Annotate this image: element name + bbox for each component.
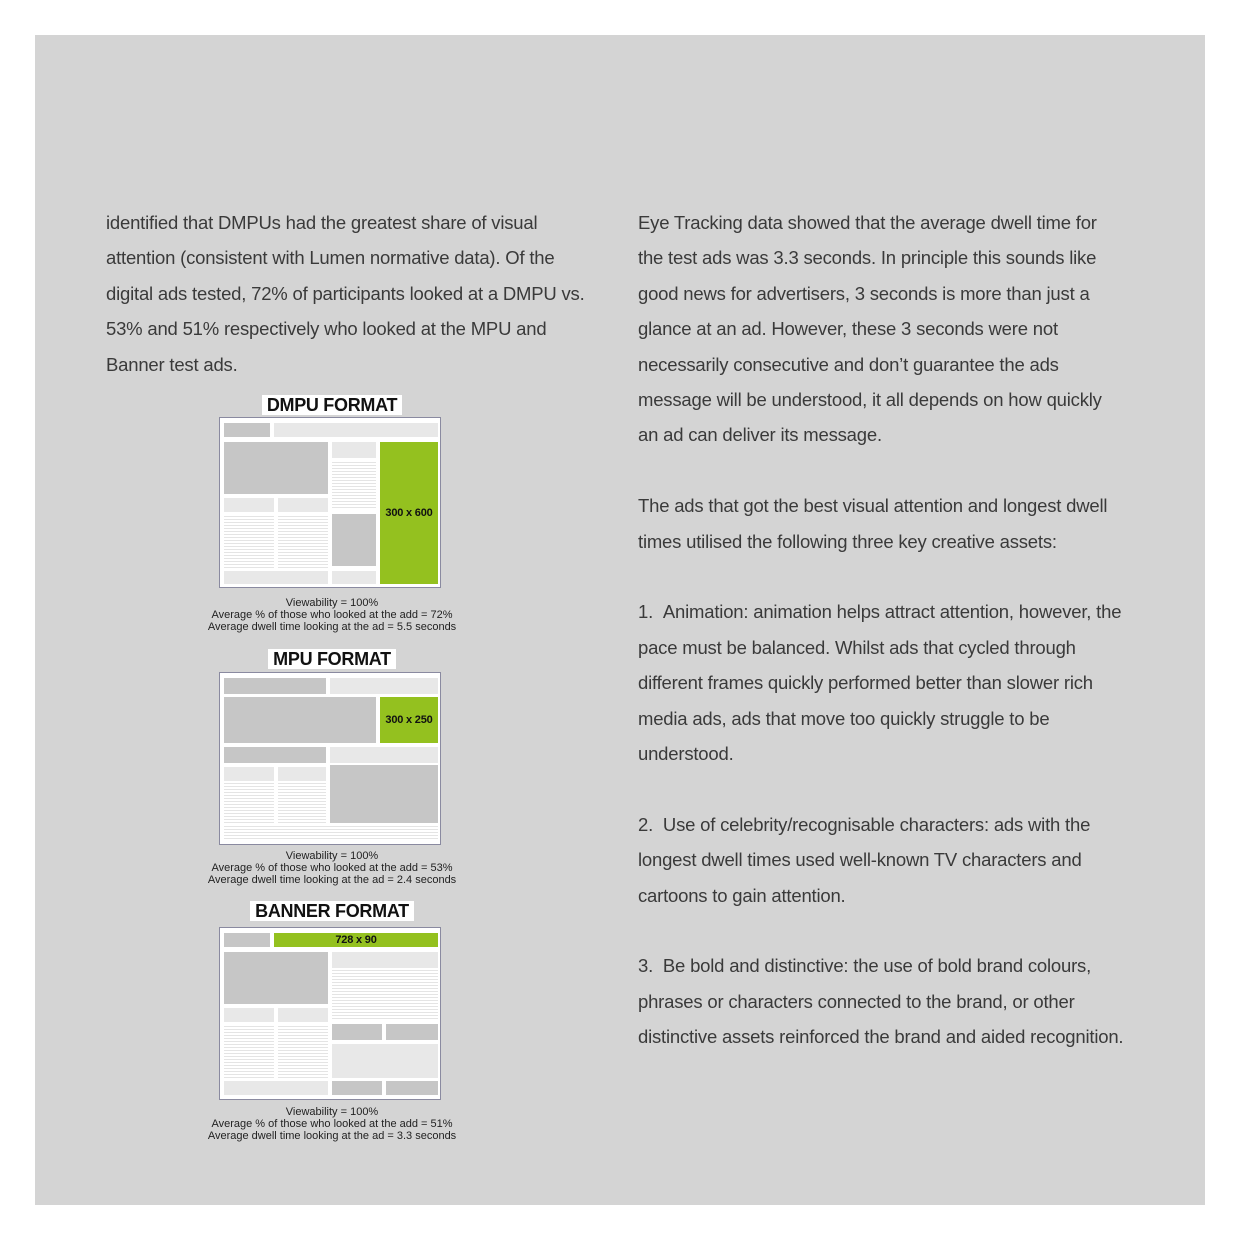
- mpu-layout-diagram: [219, 672, 441, 845]
- left-column: [106, 205, 606, 1142]
- asset-bold-distinctive: 3. Be bold and distinctive: the use of bold brand colours, phrases or characters connected to the brand, or other distinctive assets reinforced the brand and aided recognition.: [638, 955, 1124, 1048]
- creative-assets-intro: The ads that got the best visual attention and longest dwell times utilised the following three key creative assets:: [638, 495, 1108, 552]
- intro-paragraph: identified that DMPUs had the greatest share of visual attention (consistent with Lumen normative data). Of the digital ads tested, 72% of participants looked at a DMPU vs. 53% and 51% respectively who looked at the MPU and Banner test ads.: [106, 212, 585, 375]
- asset-animation: 1. Animation: animation helps attract attention, however, the pace must be balanced. Whilst ads that cycled through different frames quickly performed better than slower rich media ads, ads that move too quickly struggle to be understood.: [638, 601, 1122, 765]
- dmpu-caption: Viewability = 100% Average % of those who looked at the add = 72% Average dwell time looking at the ad = 5.5 seconds: [207, 597, 457, 633]
- asset-celebrity: 2. Use of celebrity/recognisable characters: ads with the longest dwell times used well-known TV characters and cartoons to gain attention.: [638, 813, 1091, 906]
- dmpu-layout-diagram: [219, 417, 441, 588]
- mpu-caption: Viewability = 100% Average % of those who looked at the add = 53% Average dwell time looking at the ad = 2.4 seconds: [207, 850, 457, 886]
- banner-caption: Viewability = 100% Average % of those who looked at the add = 51% Average dwell time looking at the ad = 3.3 seconds: [207, 1106, 457, 1142]
- dwell-time-paragraph: Eye Tracking data showed that the average dwell time for the test ads was 3.3 seconds. In principle this sounds like good news for advertisers, 3 seconds is more than just a glance at an ad. However, these 3 seconds were not necessarily consecutive and don’t guarantee the ads message will be understood, it all depends on how quickly an ad can deliver its message.: [638, 212, 1102, 446]
- mpu-ad-slot: 300 x 250: [380, 697, 438, 743]
- dmpu-format-title: DMPU FORMAT: [106, 395, 558, 416]
- banner-layout-diagram: [219, 927, 441, 1100]
- mpu-format-title: MPU FORMAT: [106, 649, 558, 670]
- right-column: [638, 205, 1148, 1055]
- banner-ad-slot: 728 x 90: [274, 933, 438, 947]
- dmpu-ad-slot: 300 x 600: [380, 442, 438, 584]
- banner-format-title: BANNER FORMAT: [106, 901, 558, 922]
